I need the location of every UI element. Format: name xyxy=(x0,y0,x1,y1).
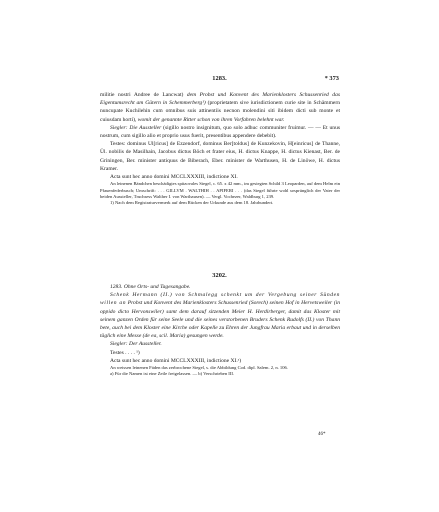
siegler-paragraph: Siegler: Die Aussteller (sigillo nostro insignitum, quo solo adhuc communiter fruimur. — — Et unus nostrum, cum sigillo alio et proprio usus fuerit, presentibus appendere debebit). xyxy=(100,124,341,140)
document-number: 3202. xyxy=(212,272,227,279)
seal-note: An leinenen Bändchen beschädigtes spitzovales Siegel, c. 65. x 42 mm., im gesiegten Schild 3 Leoparden, auf dem Helm ein Pfauenfederbusch; Umschrift: . . . GILLVM . WALTHIH . . APIFERI . . . (das Siegel führte wohl ursprünglich der Vater der beiden Aussteller, Truchsess Walther I. von Warthausen). — Vergl. Vochezer, Waldburg 1, 239. xyxy=(100,181,341,199)
date-line: 1283. Ohne Orts- und Tagesangabe. xyxy=(110,284,191,290)
acta-line: Acta sunt hec anno domini MCCLXXXIII, indictione XI. xyxy=(110,174,238,181)
signature-mark: 46* xyxy=(318,432,326,437)
header-year: 1283. xyxy=(212,75,227,82)
first-document xyxy=(100,91,340,206)
second-document xyxy=(100,283,340,378)
acta-line: Acta sunt hec anno domini MCCLXXXIII, indictione XI.ᵃ) xyxy=(110,357,242,364)
siegler-line: Siegler: Der Aussteller. xyxy=(110,341,162,348)
page-number: * 373 xyxy=(324,75,339,82)
footnote: a) Für die Namen ist eine Zeile freigelassen. — b) Verschrieben III. xyxy=(110,371,235,377)
body-text: militie nostri Andree de Lancwat) dem Probst und Konvent des Marienklosters Schussenried das Eigentumsrecht am Gütern in Schemmerberg¹) (proprietatem sive iurisdictionem curie site in Schämmern nuncupate Kuchilehin cum omnibus suis attinentiis necnon molendini siti ibidem dicti sub monte et cuiusdam horti), womit der genannte Ritter schon von ihren Vorfahren belehnt war. xyxy=(100,92,341,123)
testes-paragraph: Testes: dominus Ul[ricus] de Ezzendorf, dominus Ber[toldus] de Kunzekovin, H[einricus] de Thanne, Ül. nobilis de Masilhain, Jacobus dictus Böch et frater eius, H. dictus Knappe, H. dictus Kienast, Ber. de Griningen, Ber. minister antiquus de Biberach, Eber. minister de Warthusen, H. de Linöwe, H. dictus Kramer. xyxy=(100,141,341,172)
footnote: 1) Nach dem Registraturvermerk auf dem Rücken der Urkunde aus dem 18. Jahrhundert. xyxy=(110,200,274,206)
seal-note: An weissen leinenen Fäden das zerbrochene Siegel, s. die Abbildung Cod. dipl. Salem. 2, n. 106. xyxy=(110,365,288,371)
page-header xyxy=(100,75,339,85)
testes-line: Testes . . . . ¹) xyxy=(110,349,140,356)
regest-summary: Schenk Hermann (II.) von Schmalegg schenkt um der Vergebung seiner Sünden willen an Probst und Konvent des Marienklosters Schussenried (Sorech) seinen Hof in Hervetsweiler (in oppido dicto Hervonswiler) samt dem darauf sitzenden Meier H. Herdirberger, damit das Kloster mit seinem ganzen Orden für seine Seele und die seines verstorbenen Bruders Schenk Rudolfs (II.) von Thann bete, auch bei dem Kloster eine Kirche oder Kapelle zu Ehren der Jungfrau Maria erbaut und in derselben täglich eine Messe (de ea, scil. Maria) gesungen werde. xyxy=(100,292,341,340)
